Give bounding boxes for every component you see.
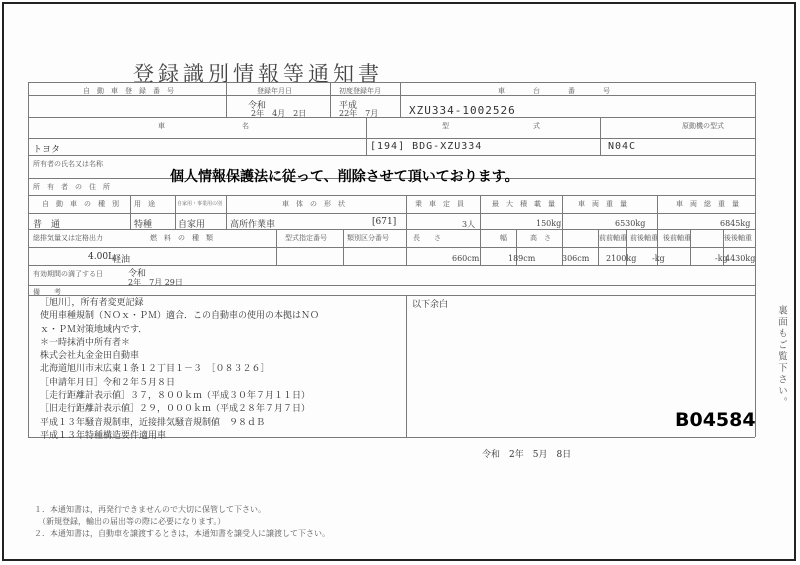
rule <box>28 82 29 437</box>
remarks-line: ［旭川］，所有者変更記録 <box>40 298 144 308</box>
capacity-value: 3人 <box>462 220 476 229</box>
header-weight: 車 両 重 量 <box>578 200 627 208</box>
rule <box>600 117 601 155</box>
rule <box>480 195 481 265</box>
header-gross-weight: 車 両 総 重 量 <box>676 200 739 208</box>
header-reg-date: 登録年月日 <box>257 87 292 95</box>
axle-ff-value: 2100kg <box>606 254 637 263</box>
header-length: 長 さ <box>413 234 441 242</box>
rule <box>406 295 407 437</box>
gross-weight-value: 6845kg <box>720 219 751 228</box>
remarks-right: 以下余白 <box>412 300 449 310</box>
rule <box>226 195 227 229</box>
axle-fr-value: -kg <box>652 254 665 263</box>
side-note: 裏面もご覧下さい。 <box>776 305 787 409</box>
reg-era: 令和 <box>248 101 267 111</box>
rule <box>28 295 755 296</box>
header-use: 用 途 <box>134 200 155 208</box>
body-shape-value: 高所作業車 <box>230 220 276 230</box>
remarks-line: ［申請年月日］令和２年５月８日 <box>40 377 176 388</box>
remarks-line: ｘ・ＰＭ対策地域内です． <box>40 324 148 335</box>
header-model: 型 式 <box>442 122 540 130</box>
remarks-line: ［走行距離計表示値］３７，８００ｋｍ（平成３０年７月１１日） <box>40 391 311 402</box>
header-owner-address: 所 有 者 の 住 所 <box>33 183 110 191</box>
rule <box>28 213 755 214</box>
header-height: 高 さ <box>530 234 551 242</box>
footnote-line: ２．本通知書は，自動車を譲渡するときは，本通知書を譲受人に譲渡して下さい。 <box>34 529 330 538</box>
header-width: 幅 <box>500 234 507 242</box>
rule <box>400 82 401 117</box>
expiry-era: 令和 <box>128 269 147 279</box>
privacy-notice: 個人情報保護法に従って、削除させて頂いております。 <box>170 169 519 185</box>
issue-date: 令和 2年 5月 8日 <box>482 450 572 460</box>
header-axle-fr: 前後軸重 <box>630 234 658 242</box>
axle-rf-value: -kg <box>715 254 728 263</box>
engine-value: N04C <box>608 141 637 152</box>
header-capacity: 乗 車 定 員 <box>415 200 464 208</box>
rule <box>28 138 755 139</box>
reg-date: 2年 4月 2日 <box>251 109 307 118</box>
header-vehicle-kind: 自 動 車 の 種 別 <box>42 200 119 208</box>
header-class-no: 類別区分番号 <box>347 234 389 242</box>
header-owner-name: 所有者の氏名又は名称 <box>33 160 103 168</box>
footnote-line: （新規登録，輸出の届出等の際に必要になります。） <box>34 517 226 526</box>
vin-value: XZU334-1002526 <box>409 104 516 117</box>
vehicle-kind-value: 普 通 <box>33 220 61 230</box>
header-axle-rf: 後前軸重 <box>663 234 691 242</box>
rule <box>366 117 367 155</box>
header-vin: 車 台 番 号 <box>498 87 610 95</box>
header-fuel: 燃 料 の 種 類 <box>150 234 213 242</box>
footnote-line: １．本通知書は，再発行できませんので大切に保管して下さい。 <box>34 505 266 514</box>
remarks-line: 平成１３年騒音規制車，近接排気騒音規制値 ９８ｄＢ <box>40 417 266 428</box>
length-value: 660cm <box>452 254 480 263</box>
displacement-value: 4.00L <box>88 252 115 262</box>
header-first-reg: 初度登録年月 <box>339 87 381 95</box>
body-code-value: [671] <box>372 217 397 227</box>
first-reg-date: 22年 7月 <box>339 109 379 118</box>
header-reg-no: 自 動 車 登 録 番 号 <box>83 87 174 95</box>
rule <box>406 195 407 265</box>
header-axle-rr: 後後軸重 <box>724 234 752 242</box>
rule <box>130 195 131 229</box>
height-value: 306cm <box>562 254 590 263</box>
remarks-line: 北海道旭川市末広東１条１２丁目１－３ ［０８３２６］ <box>40 364 270 375</box>
document-code: B04584 <box>675 409 756 431</box>
first-reg-era: 平成 <box>339 101 358 111</box>
purpose-value: 自家用 <box>178 220 206 230</box>
weight-value: 6530kg <box>615 219 646 228</box>
rule <box>276 229 277 265</box>
rule <box>343 229 344 265</box>
axle-rr-value: 4430kg <box>725 254 756 263</box>
header-body-shape: 車 体 の 形 状 <box>282 200 345 208</box>
max-load-value: 150kg <box>536 219 562 228</box>
rule <box>28 117 755 118</box>
header-type-cert: 型式指定番号 <box>285 234 327 242</box>
rule <box>28 195 755 196</box>
footnotes <box>34 504 330 540</box>
model-value: [194] BDG-XZU334 <box>370 141 483 152</box>
header-remarks: 備 考 <box>33 288 61 296</box>
remarks-line: ＊一時抹消中所有者＊ <box>40 337 131 348</box>
header-engine-model: 原動機の型式 <box>682 122 724 130</box>
width-value: 189cm <box>508 254 536 263</box>
maker-value: トヨタ <box>33 145 61 155</box>
rule <box>28 82 755 83</box>
use-value: 特種 <box>134 220 153 230</box>
rule <box>330 82 331 117</box>
rule <box>28 247 755 248</box>
rule <box>175 195 176 229</box>
header-axle-ff: 前前軸重 <box>599 234 627 242</box>
remarks-line: 平成１３年特種構造要件適用車 <box>40 430 167 441</box>
header-vehicle-name: 車 名 <box>158 122 249 130</box>
rule <box>28 155 755 156</box>
document-title: 登録識別情報等通知書 <box>133 62 383 86</box>
header-purpose: 自家用・事業用の別 <box>177 201 223 207</box>
header-max-load: 最 大 積 載 量 <box>492 200 555 208</box>
remarks-line: 使用車種規制（ＮＯｘ・ＰＭ）適合．この自動車の使用の本拠はＮＯ <box>40 311 320 322</box>
header-displacement: 総排気量又は定格出力 <box>33 234 103 242</box>
remarks-line: 株式会社丸金金田自動車 <box>40 351 140 362</box>
remarks-block <box>40 297 319 443</box>
expiry-date: 2年 7月 29日 <box>128 278 183 287</box>
remarks-line: ［旧走行距離計表示値］２９，０００ｋｍ（平成２８年７月７日） <box>40 404 311 415</box>
rule <box>226 82 227 117</box>
fuel-value: 軽油 <box>112 255 131 265</box>
header-expiry: 有効期間の満了する日 <box>33 270 103 278</box>
